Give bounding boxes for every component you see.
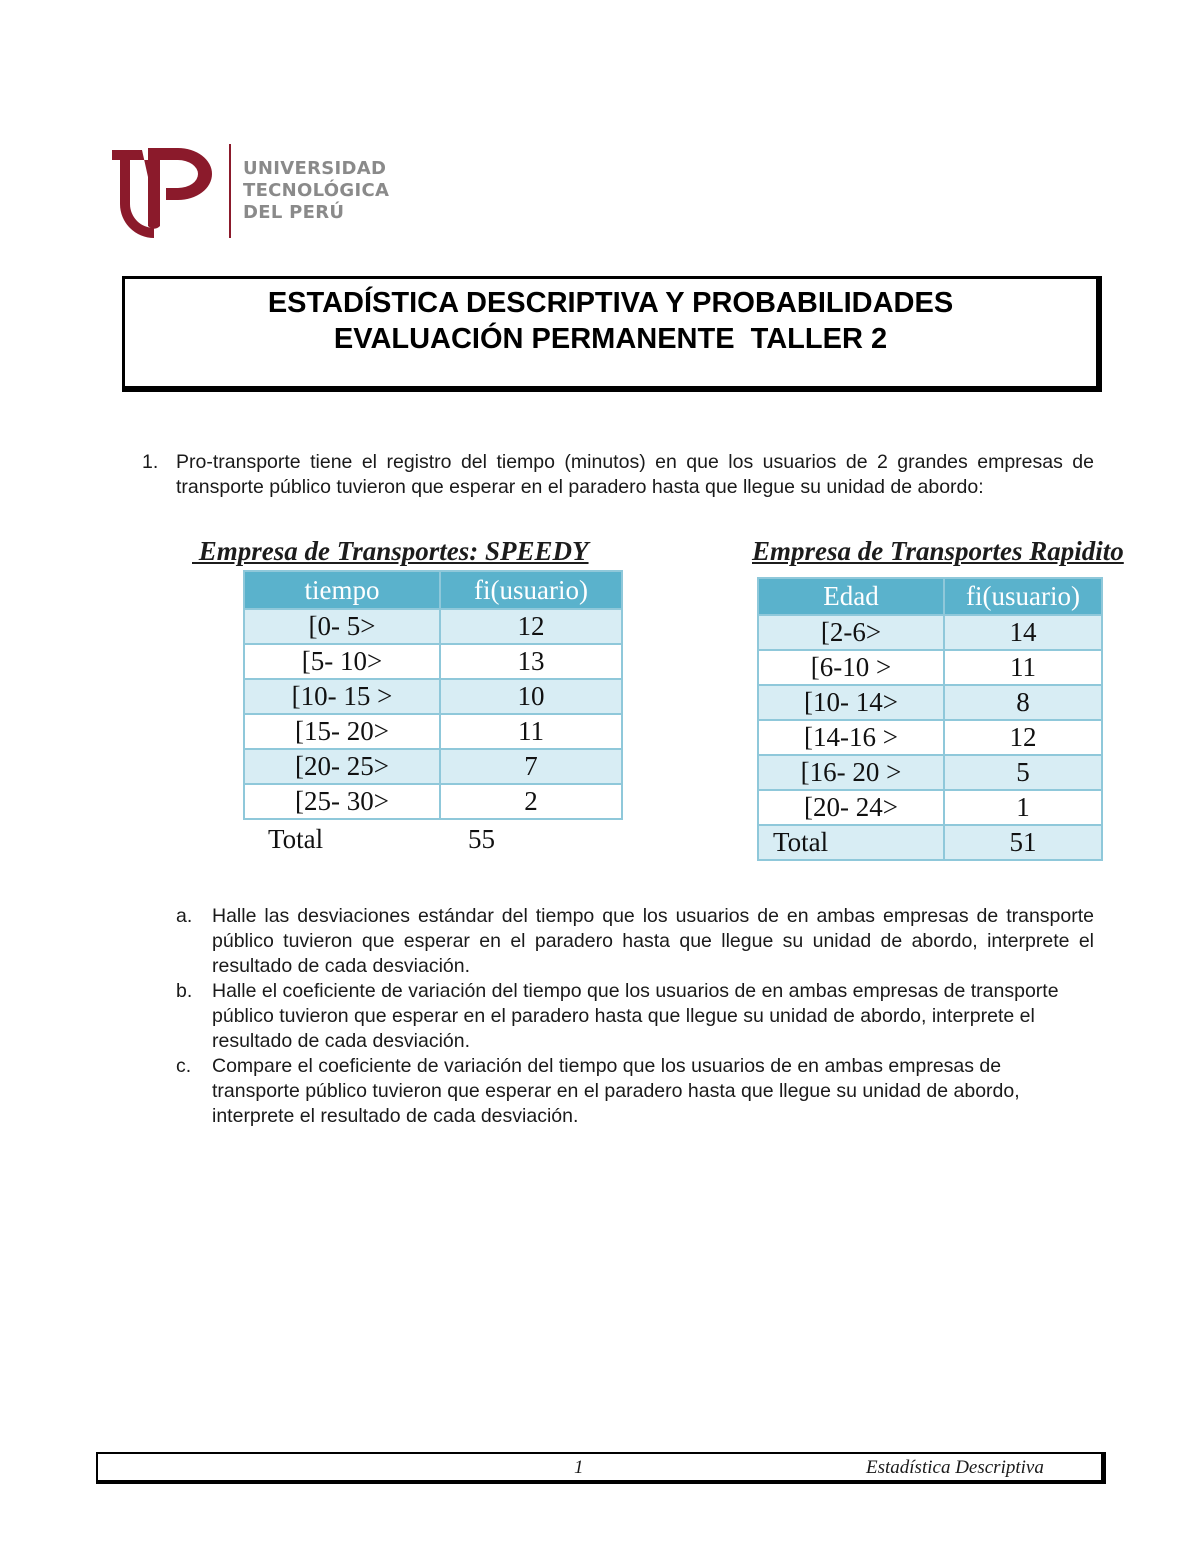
frequency-cell: 12: [944, 720, 1102, 755]
interval-cell: [20- 24>: [758, 790, 944, 825]
interval-cell: [14-16 >: [758, 720, 944, 755]
interval-cell: [10- 15 >: [244, 679, 440, 714]
column-header: fi(usuario): [440, 571, 622, 609]
rapidito-frequency-table: [757, 577, 1103, 861]
footer-text: Estadística Descriptiva: [866, 1457, 1044, 1478]
interval-cell: [16- 20 >: [758, 755, 944, 790]
total-value: 55: [468, 823, 495, 854]
table-row: [758, 790, 1102, 825]
table-row: [244, 749, 622, 784]
total-value: 51: [944, 825, 1102, 860]
frequency-cell: 12: [440, 609, 622, 644]
frequency-cell: 2: [440, 784, 622, 819]
total-label: Total: [758, 825, 944, 860]
question-text: Pro-transporte tiene el registro del tiempo (minutos) en que los usuarios de 2 grandes empresas de transporte público tuvieron que esperar en el paradero hasta que llegue su unidad de abordo:: [176, 451, 1094, 498]
assignment-title: EVALUACIÓN PERMANENTE TALLER 2: [333, 323, 888, 355]
title-box: [122, 276, 1102, 392]
subquestion-letter: b.: [176, 980, 193, 1002]
table-total-row: [244, 819, 622, 858]
page-number: 1: [574, 1457, 584, 1478]
interval-cell: [15- 20>: [244, 714, 440, 749]
frequency-cell: 5: [944, 755, 1102, 790]
frequency-cell: 13: [440, 644, 622, 679]
frequency-cell: 8: [944, 685, 1102, 720]
interval-cell: [10- 14>: [758, 685, 944, 720]
subquestion-text: Halle las desviaciones estándar del tiempo que los usuarios de en ambas empresas de transporte público tuvieron que esperar en el paradero hasta que llegue su unidad de abordo, interprete el resultado de cada desviación.: [212, 905, 1094, 977]
table-row: [244, 679, 622, 714]
table-header-row: [244, 571, 622, 609]
table-row: [758, 755, 1102, 790]
logo-divider: [229, 144, 231, 238]
subquestion-b: [176, 979, 1094, 1054]
question-1: [142, 450, 1094, 500]
logo-line-1: UNIVERSIDAD: [243, 158, 387, 179]
logo-wordmark: [243, 158, 389, 224]
table-row: [244, 714, 622, 749]
subquestion-letter: c.: [176, 1055, 192, 1077]
table-row: [244, 644, 622, 679]
total-label: Total: [268, 823, 324, 854]
interval-cell: [20- 25>: [244, 749, 440, 784]
table-header-row: [758, 578, 1102, 615]
university-logo: [108, 142, 398, 242]
frequency-cell: 11: [944, 650, 1102, 685]
table-total-row: [758, 825, 1102, 860]
table-row: [758, 685, 1102, 720]
logo-line-3: DEL PERÚ: [243, 202, 345, 223]
frequency-cell: 10: [440, 679, 622, 714]
frequency-cell: 1: [944, 790, 1102, 825]
column-header: Edad: [758, 578, 944, 615]
frequency-cell: 11: [440, 714, 622, 749]
table-row: [758, 650, 1102, 685]
question-number: 1.: [142, 451, 159, 473]
logo-line-2: TECNOLÓGICA: [243, 180, 390, 201]
column-header: fi(usuario): [944, 578, 1102, 615]
table1-title: Empresa de Transportes: SPEEDY: [192, 536, 589, 566]
subquestion-text: Halle el coeficiente de variación del tiempo que los usuarios de en ambas empresas de transporte público tuvieron que esperar en el paradero hasta que llegue su unidad de abordo, interprete el resultado de cada desviación.: [212, 980, 1059, 1052]
table2-title: Empresa de Transportes Rapidito: [752, 536, 1124, 566]
utp-logo-icon: [108, 142, 218, 240]
subquestion-c: [176, 1054, 1094, 1129]
interval-cell: [0- 5>: [244, 609, 440, 644]
subquestion-text: Compare el coeficiente de variación del tiempo que los usuarios de en ambas empresas de transporte público tuvieron que esperar en el paradero hasta que llegue su unidad de abordo, interprete el resultado de cada desviación.: [212, 1055, 1020, 1127]
frequency-cell: 14: [944, 615, 1102, 650]
table-row: [244, 609, 622, 644]
frequency-cell: 7: [440, 749, 622, 784]
interval-cell: [2-6>: [758, 615, 944, 650]
table-row: [758, 615, 1102, 650]
speedy-frequency-table: [243, 570, 623, 858]
course-title: ESTADÍSTICA DESCRIPTIVA Y PROBABILIDADES: [267, 287, 954, 319]
subquestion-letter: a.: [176, 905, 193, 927]
interval-cell: [25- 30>: [244, 784, 440, 819]
table-row: [244, 784, 622, 819]
subquestion-a: [176, 904, 1094, 979]
interval-cell: [6-10 >: [758, 650, 944, 685]
column-header: tiempo: [244, 571, 440, 609]
table-row: [758, 720, 1102, 755]
subquestion-list: [176, 904, 1094, 1129]
page-footer: [96, 1452, 1106, 1484]
interval-cell: [5- 10>: [244, 644, 440, 679]
